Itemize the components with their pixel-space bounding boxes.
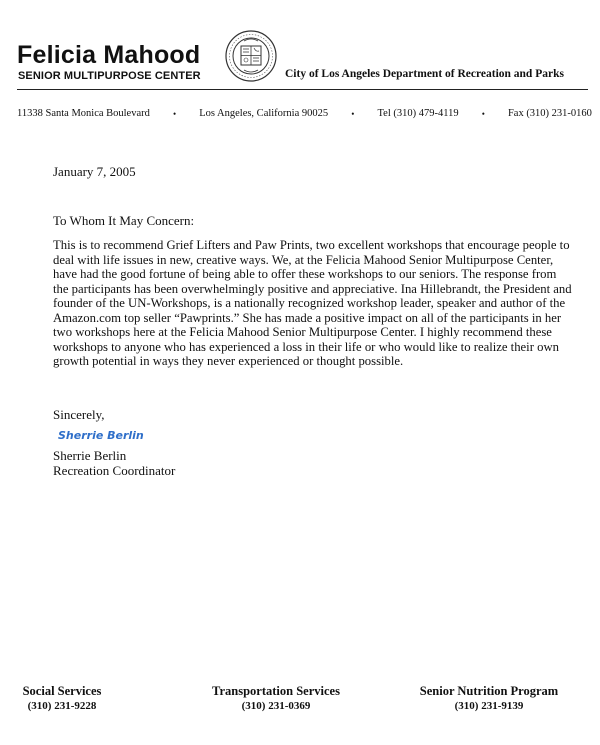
letter-date: January 7, 2005 [53, 164, 136, 179]
footer-phone: (310) 231-9139 [454, 700, 524, 712]
letter-closing: Sincerely, [53, 407, 105, 422]
footer-phone: (310) 231-9228 [27, 700, 97, 712]
street-address: 11338 Santa Monica Boulevard [17, 108, 150, 119]
city-seal-icon [224, 30, 278, 82]
organization-subtitle: SENIOR MULTIPURPOSE CENTER [18, 70, 201, 82]
organization-name: Felicia Mahood [17, 41, 201, 69]
bullet-separator: • [172, 108, 177, 119]
footer-title: Transportation Services [212, 684, 340, 698]
footer-title: Senior Nutrition Program [419, 684, 559, 698]
city-state-zip: Los Angeles, California 90025 [199, 108, 329, 119]
bullet-separator: • [351, 108, 355, 119]
bullet-separator: • [481, 108, 485, 119]
footer-column-transportation [195, 684, 357, 712]
signer-block [53, 448, 175, 478]
contact-line [17, 108, 592, 119]
department-name: City of Los Angeles Department of Recreation and Parks [285, 68, 564, 80]
footer-column-social-services [12, 684, 112, 712]
header-divider [17, 89, 588, 90]
signer-title: Recreation Coordinator [53, 463, 176, 478]
telephone-number: Tel (310) 479-4119 [377, 108, 459, 119]
footer-phone: (310) 231-0369 [241, 700, 311, 712]
footer-column-nutrition [400, 684, 578, 712]
letter-body: This is to recommend Grief Lifters and Paw Prints, two excellent workshops that encourage people to deal with life issues in new, creative ways. We, at the Felicia Mahood Senior Multipurpose Center, have had the good fortune of being able to offer these workshops to our seniors. The response from the participants has been overwhelmingly positive and appreciative. Ina Hillebrandt, the President and founder of the UN-Workshops, is a nationally recognized workshop leader, speaker and author of the Amazon.com top seller “Pawprints.” She has made a positive impact on all of the participants in her two workshops here at the Felicia Mahood Senior Multipurpose Center. I highly recommend these workshops to anyone who has experienced a loss in their life or who would like to realize their own growth potential in ways they never experienced or thought possible. [53, 238, 572, 368]
fax-number: Fax (310) 231-0160 [507, 108, 592, 119]
footer-title: Social Services [22, 684, 102, 698]
letter-salutation: To Whom It May Concern: [53, 213, 195, 228]
handwritten-signature: Sherrie Berlin [58, 429, 144, 442]
signer-name: Sherrie Berlin [53, 448, 127, 463]
